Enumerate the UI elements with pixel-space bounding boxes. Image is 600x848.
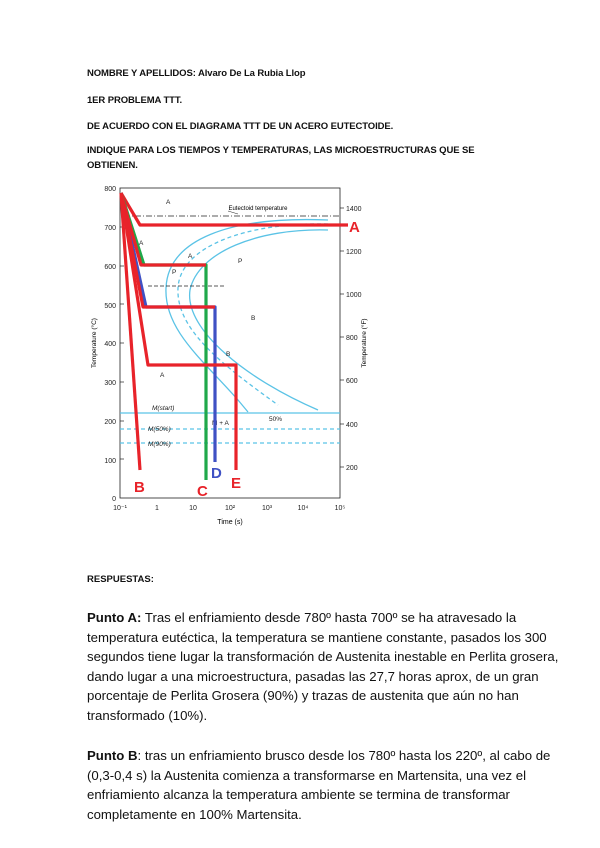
point-a-paragraph [87,608,567,726]
tick-label: 10⁵ [334,505,346,512]
tick-label: 700 [104,225,116,232]
point-a-label: Punto A: [87,610,142,625]
tick-label: 10 [189,505,197,512]
label-austenite-low: A [160,372,165,379]
tick-label: 1200 [346,249,362,256]
label-m50: M(50%) [148,426,171,433]
tick-label: 400 [346,422,358,429]
label-point-e: E [231,475,242,492]
label-austenite-top: A [166,199,171,206]
y-ticks-right [346,206,362,472]
label-pearlite-small: P [172,269,177,276]
x-axis-label: Time (s) [217,519,243,526]
tick-label: 1400 [346,206,362,213]
tick-label: 200 [346,465,358,472]
tick-label: 800 [104,186,116,193]
tick-label: 10³ [261,505,273,512]
label-point-c: C [197,483,208,500]
tick-label: 0 [112,496,116,503]
label-m-plus-a: M + A [212,420,229,427]
label-bainite-small: B [226,351,231,358]
label-m90: M(90%) [148,441,171,448]
problem-statement: DE ACUERDO CON EL DIAGRAMA TTT DE UN ACERO EUTECTOIDE. [87,121,394,132]
tick-label: 1000 [346,292,362,299]
responses-title: RESPUESTAS: [87,574,154,585]
problem-question: INDIQUE PARA LOS TIEMPOS Y TEMPERATURAS, LAS MICROESTRUCTURAS QUE SE OBTIENEN. [87,145,475,171]
problem-title: 1ER PROBLEMA TTT. [87,95,183,106]
point-a-text: Tras el enfriamiento desde 780º hasta 700º se ha atravesado la temperatura eutéctica, la temperatura se mantiene constante, pasados los 300 segundos tiene lugar la transformación de Austenita inestable en Perlita grosera, dando lugar a una microestructura, pasadas las 27,7 horas aprox, de un gran porcentaje de Perlita Grosera (90%) y trazas de austenita que aún no han transformado (10%). [87,610,559,723]
y-ticks-left [104,186,116,503]
label-point-d: D [211,465,222,482]
ttt-diagram [88,180,370,530]
tick-label: 300 [104,380,116,387]
tick-label: 100 [104,458,116,465]
point-b-text: : tras un enfriamiento brusco desde los 780º hasta los 220º, al cabo de (0,3-0,4 s) la Austenita comienza a transformarse en Martensita, una vez el enfriamiento alcanza la temperatura ambiente se termina de transformar completamente en 100% Martensita. [87,748,551,822]
tick-label: 10² [224,505,236,512]
label-austenite-mid: A [139,240,144,247]
tick-label: 10⁴ [297,505,309,512]
y-axis-label-right: Temperature (°F) [361,318,368,368]
tick-label: 200 [104,419,116,426]
label-a-arrow-p: A [188,253,193,260]
label-point-b: B [134,479,145,496]
tick-label: 600 [346,378,358,385]
label-point-a: A [349,219,360,236]
label-bainite: B [251,315,256,322]
point-b-paragraph [87,746,567,824]
tick-label: 10⁻¹ [113,505,127,512]
tick-label: 500 [104,303,116,310]
finish-curve [190,230,328,410]
label-pearlite: P [238,258,243,265]
label-fifty: 50% [269,416,283,423]
point-b-label: Punto B [87,748,138,763]
student-name-line: NOMBRE Y APELLIDOS: Alvaro De La Rubia Llop [87,68,306,79]
start-curve [166,220,328,412]
label-m-start: M(start) [152,405,175,412]
tick-label: 1 [155,505,159,512]
y-axis-label-left: Temperature (°C) [91,318,98,368]
plot-frame [120,188,340,498]
tick-label: 400 [104,341,116,348]
x-ticks [113,505,345,512]
tick-label: 800 [346,335,358,342]
tick-label: 600 [104,264,116,271]
eutectoid-label: Eutectoid temperature [228,206,288,212]
